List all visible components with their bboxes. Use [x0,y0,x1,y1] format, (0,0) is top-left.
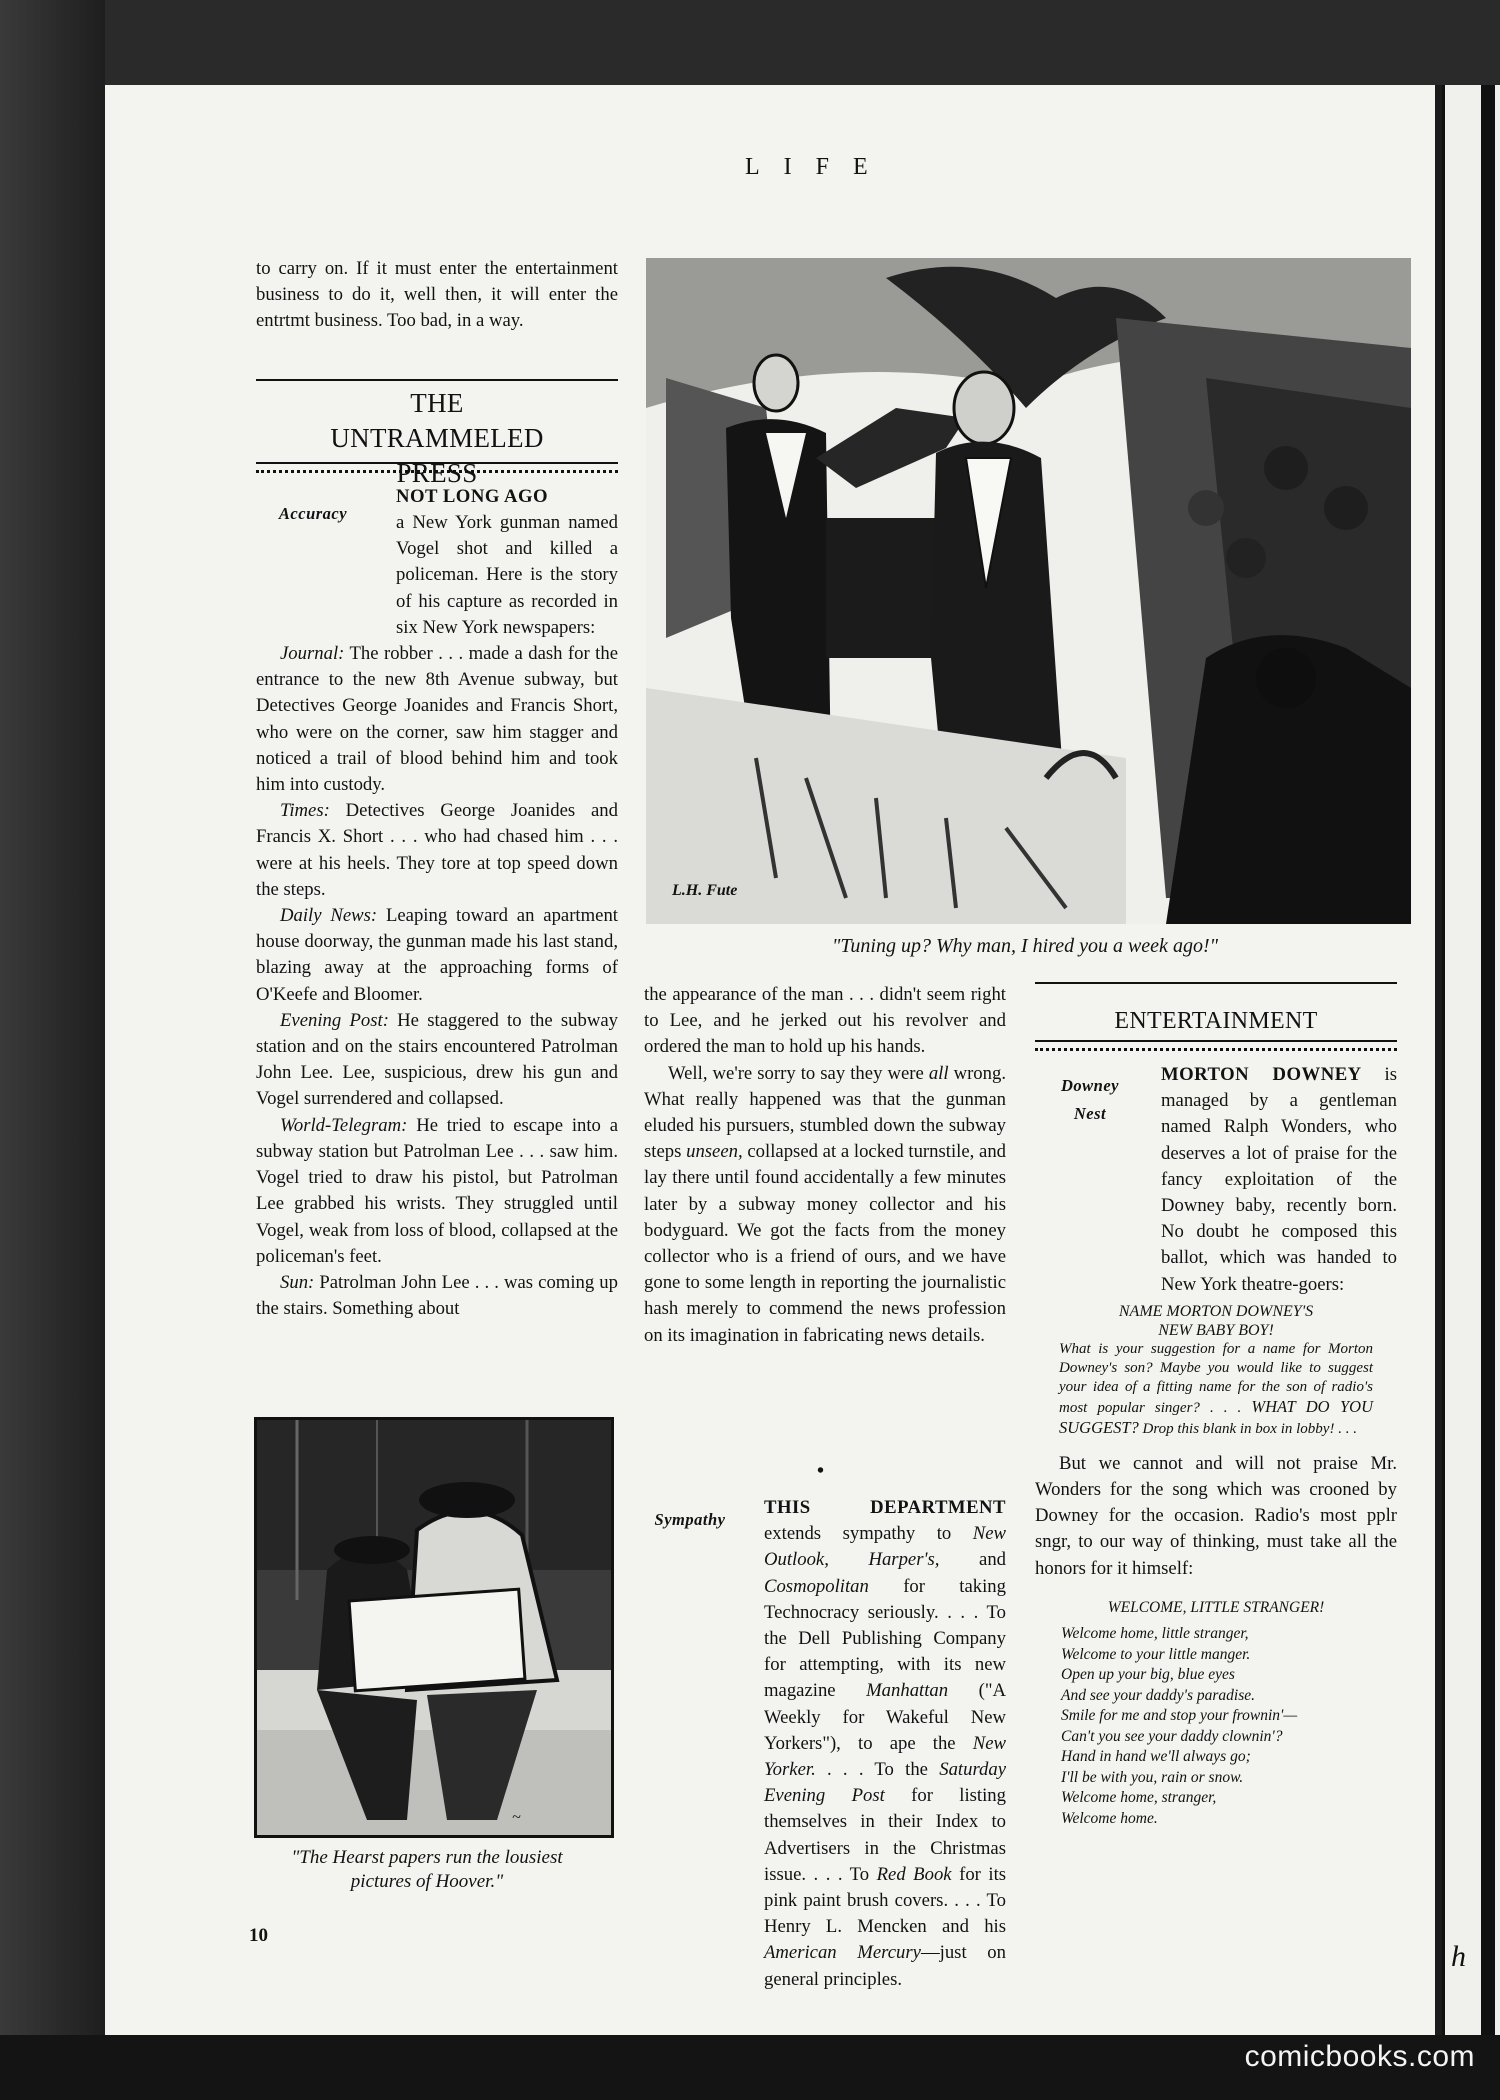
source-label: Sun: [280,1271,315,1293]
ballot-body [1035,1340,1397,1439]
illustration-caption: "Tuning up? Why man, I hired you a week ago!" [832,935,1218,957]
entry-daily-news [256,903,618,1008]
source-label: Evening Post: [280,1009,389,1031]
entry-text: Patrolman John Lee . . . was coming up the stairs. Something about [256,1271,618,1320]
entry-text: He tried to escape into a subway station but Patrolman Lee . . . saw him. Vogel tried to draw his pistol, but Patrolman Lee grabbed his wrists. They struggled until Vogel, weak from loss of blood, collapsed at the policeman's feet. [256,1114,619,1267]
page-number: 10 [249,1925,268,1946]
entry-world-telegram [256,1113,618,1270]
cartoon-caption [232,1846,622,1894]
poem-line: Hand in hand we'll always go; [1061,1748,1251,1766]
poem-line: Welcome to your little manger. [1061,1645,1251,1663]
illustration-drawing [646,258,1411,924]
poem-line: Can't you see your daddy clownin'? [1061,1727,1283,1745]
middle-column-article [644,982,1006,1349]
entertainment-heading [1035,1004,1397,1039]
section-title-untrammeled-press: THE UNTRAMMELED PRESS [330,388,544,488]
poem-line: Smile for me and stop your frownin'— [1061,1707,1298,1725]
ballot-drop: Drop this blank in box in lobby! . . . [1142,1420,1357,1437]
source-label: Daily News: [280,905,378,927]
site-watermark: comicbooks.com [1244,2040,1475,2073]
sidehead-accuracy: Accuracy [278,504,348,523]
cartoon-hearst-papers [254,1417,614,1838]
sympathy-article [644,1495,1006,1993]
entry-text: He staggered to the subway station and on the stairs encountered Patrolman John Lee. Lee, suspicious, drew his gun and Vogel surrendered and collapsed. [256,1009,618,1110]
text-run: wrong. What really happened was that the gunman eluded his pursuers, stumbled down the subway steps [644,1062,1007,1163]
entry-times [256,798,618,903]
left-continuation [256,256,618,335]
lead-caps: THIS DEPARTMENT [764,1497,1006,1518]
entertainment-rule-top [1035,982,1397,984]
sidehead-sympathy: Sympathy [654,1510,726,1529]
svg-text:~: ~ [512,1809,521,1826]
illustration-tuning-up [646,258,1411,924]
section-heading [256,386,618,491]
poem-title: WELCOME, LITTLE STRANGER! [1107,1598,1325,1616]
source-label: World-Telegram: [280,1114,408,1136]
cartoon-caption-line1: "The Hearst papers run the lousiest [291,1847,563,1868]
text-run: —just on general principles. [764,1942,1006,1990]
scan-border-top [0,0,1500,85]
entry-evening-post [256,1008,618,1113]
magazine-title: Red Book [876,1863,952,1885]
adjacent-page-edge [1442,85,1500,2035]
text-run: extends sympathy to [764,1523,952,1545]
section-rule-top [256,379,618,381]
ballot-question: What is your suggestion for a name for Morton Downey's son? Maybe you would like to suggest your idea of a fitting name for the son of radio's most popular singer? . . . [1059,1340,1373,1416]
ballot-title-line: NAME MORTON DOWNEY'S [1118,1302,1314,1320]
cartoon-caption-line2: pictures of Hoover." [350,1871,504,1892]
text-run: for its pink paint brush covers. . . . To Henry L. Mencken and his [764,1863,1007,1938]
magazine-title: Cosmopolitan [764,1575,869,1597]
emphasis-unseen: unseen, [686,1141,743,1163]
poem-line: Welcome home, stranger, [1061,1789,1217,1807]
magazine-title: Manhattan [866,1680,949,1702]
source-label: Journal: [280,643,345,665]
poem-line: Welcome home, little stranger, [1061,1625,1249,1643]
lead-body-text: a New York gunman named Vogel shot and killed a policeman. Here is the story of his capture as recorded in six New York newspapers: [396,512,618,638]
lead-body-text: is managed by a gentleman named Ralph Wonders, who deserves a lot of praise for the fancy exploitation of the Downey baby, recently born. No doubt he composed this ballot, which was handed to New York theatre-goers: [1161,1064,1397,1295]
text-run: for listing themselves in their Index to Advertisers in the Christmas issue. . . . To [764,1785,1006,1885]
entertainment-article [1035,1062,1397,1829]
magazine-title: Saturday Evening Post [764,1759,1007,1807]
entry-text: Detectives George Joanides and Francis X. Short . . . who had chased him . . . were at his heels. They tore at top speed down the steps. [256,800,618,900]
magazine-title: American Mercury [764,1942,921,1964]
entry-journal [256,641,618,798]
after-ballot-paragraph: But we cannot and will not praise Mr. Wonders for the song which was crooned by Downey for the occasion. Radio's most pplr sngr, to our way of thinking, must take all the honors for it himself: [1035,1452,1397,1579]
ballot-title-line: NEW BABY BOY! [1158,1321,1274,1339]
entry-text: Leaping toward an apartment house doorway, the gunman made his last stand, blazing away at the approaching forms of O'Keefe and Bloomer. [256,905,618,1005]
text-run: collapsed at a locked turnstile, and lay there until found accidentally a few minutes later by a subway money collector and his bodyguard. We got the facts from the money collector who is a friend of ours, and we have gone to some length in reporting the journalistic hash merely to commend the news profession on its imagination in fabricating news details. [644,1141,1007,1346]
untrammeled-press-article [256,484,618,1322]
poem-welcome-little-stranger [1035,1624,1397,1829]
sidehead-line: Downey [1061,1076,1119,1095]
poem-line: I'll be with you, rain or snow. [1061,1768,1244,1786]
continuation-text: to carry on. If it must enter the entertainment business to do it, well then, it will enter the entrtmt business. Too bad, in a way. [256,258,618,332]
text-run: for taking Technocracy seriously. . . . To the Dell Publishing Company for attempting, with its new magazine [764,1575,1006,1702]
correction-paragraph [644,1061,1006,1349]
scan-border-left [0,0,105,2100]
entry-sun [256,1270,618,1322]
illustration-signature: L.H. Fute [672,882,738,899]
text-run: . . . To the [827,1759,928,1781]
lead-caps: MORTON DOWNEY [1161,1064,1362,1085]
source-label: Times: [280,800,330,822]
section-rule-mid [256,462,618,464]
emphasis-all: all [928,1062,949,1084]
lead-caps: NOT LONG AGO [396,486,549,507]
text-run: Well, we're sorry to say they were [668,1062,924,1084]
text-run: and [979,1549,1007,1571]
magazine-title: New Yorker. [764,1732,1006,1781]
sidehead-line: Nest [1073,1104,1107,1123]
entertainment-rule-dotted [1035,1048,1397,1051]
entry-text: The robber . . . made a dash for the entrance to the new 8th Avenue subway, but Detectives George Joanides and Francis Short, who were on the corner, saw him stagger and noticed a trail of blood behind him and took him into custody. [256,643,618,796]
section-title-entertainment: ENTERTAINMENT [1114,1008,1318,1034]
cartoon-drawing [257,1420,611,1835]
continuation-text: the appearance of the man . . . didn't seem right to Lee, and he jerked out his revolver and ordered the man to hold up his hands. [644,984,1006,1058]
entertainment-rule-mid [1035,1040,1397,1042]
ballot-title [1035,1302,1397,1340]
ballot-ask: WHAT DO YOU SUGGEST? [1059,1396,1373,1437]
poem-line: And see your daddy's paradise. [1061,1686,1256,1704]
poem-line: Welcome home. [1061,1809,1158,1827]
magazine-title: New Outlook, Harper's, [764,1523,1007,1571]
masthead: LIFE [745,154,892,180]
poem-line: Open up your big, blue eyes [1061,1666,1235,1684]
downey-lead [1035,1062,1397,1298]
text-run: ("A Weekly for Wakeful New Yorkers"), to ape the [764,1680,1006,1754]
section-rule-dotted [256,470,618,473]
adjacent-page-rule [1481,85,1495,2035]
sympathy-lead [644,1495,1006,1993]
adjacent-page-fragment: h [1451,1940,1466,1973]
section-divider-bullet: • [817,1460,825,1482]
